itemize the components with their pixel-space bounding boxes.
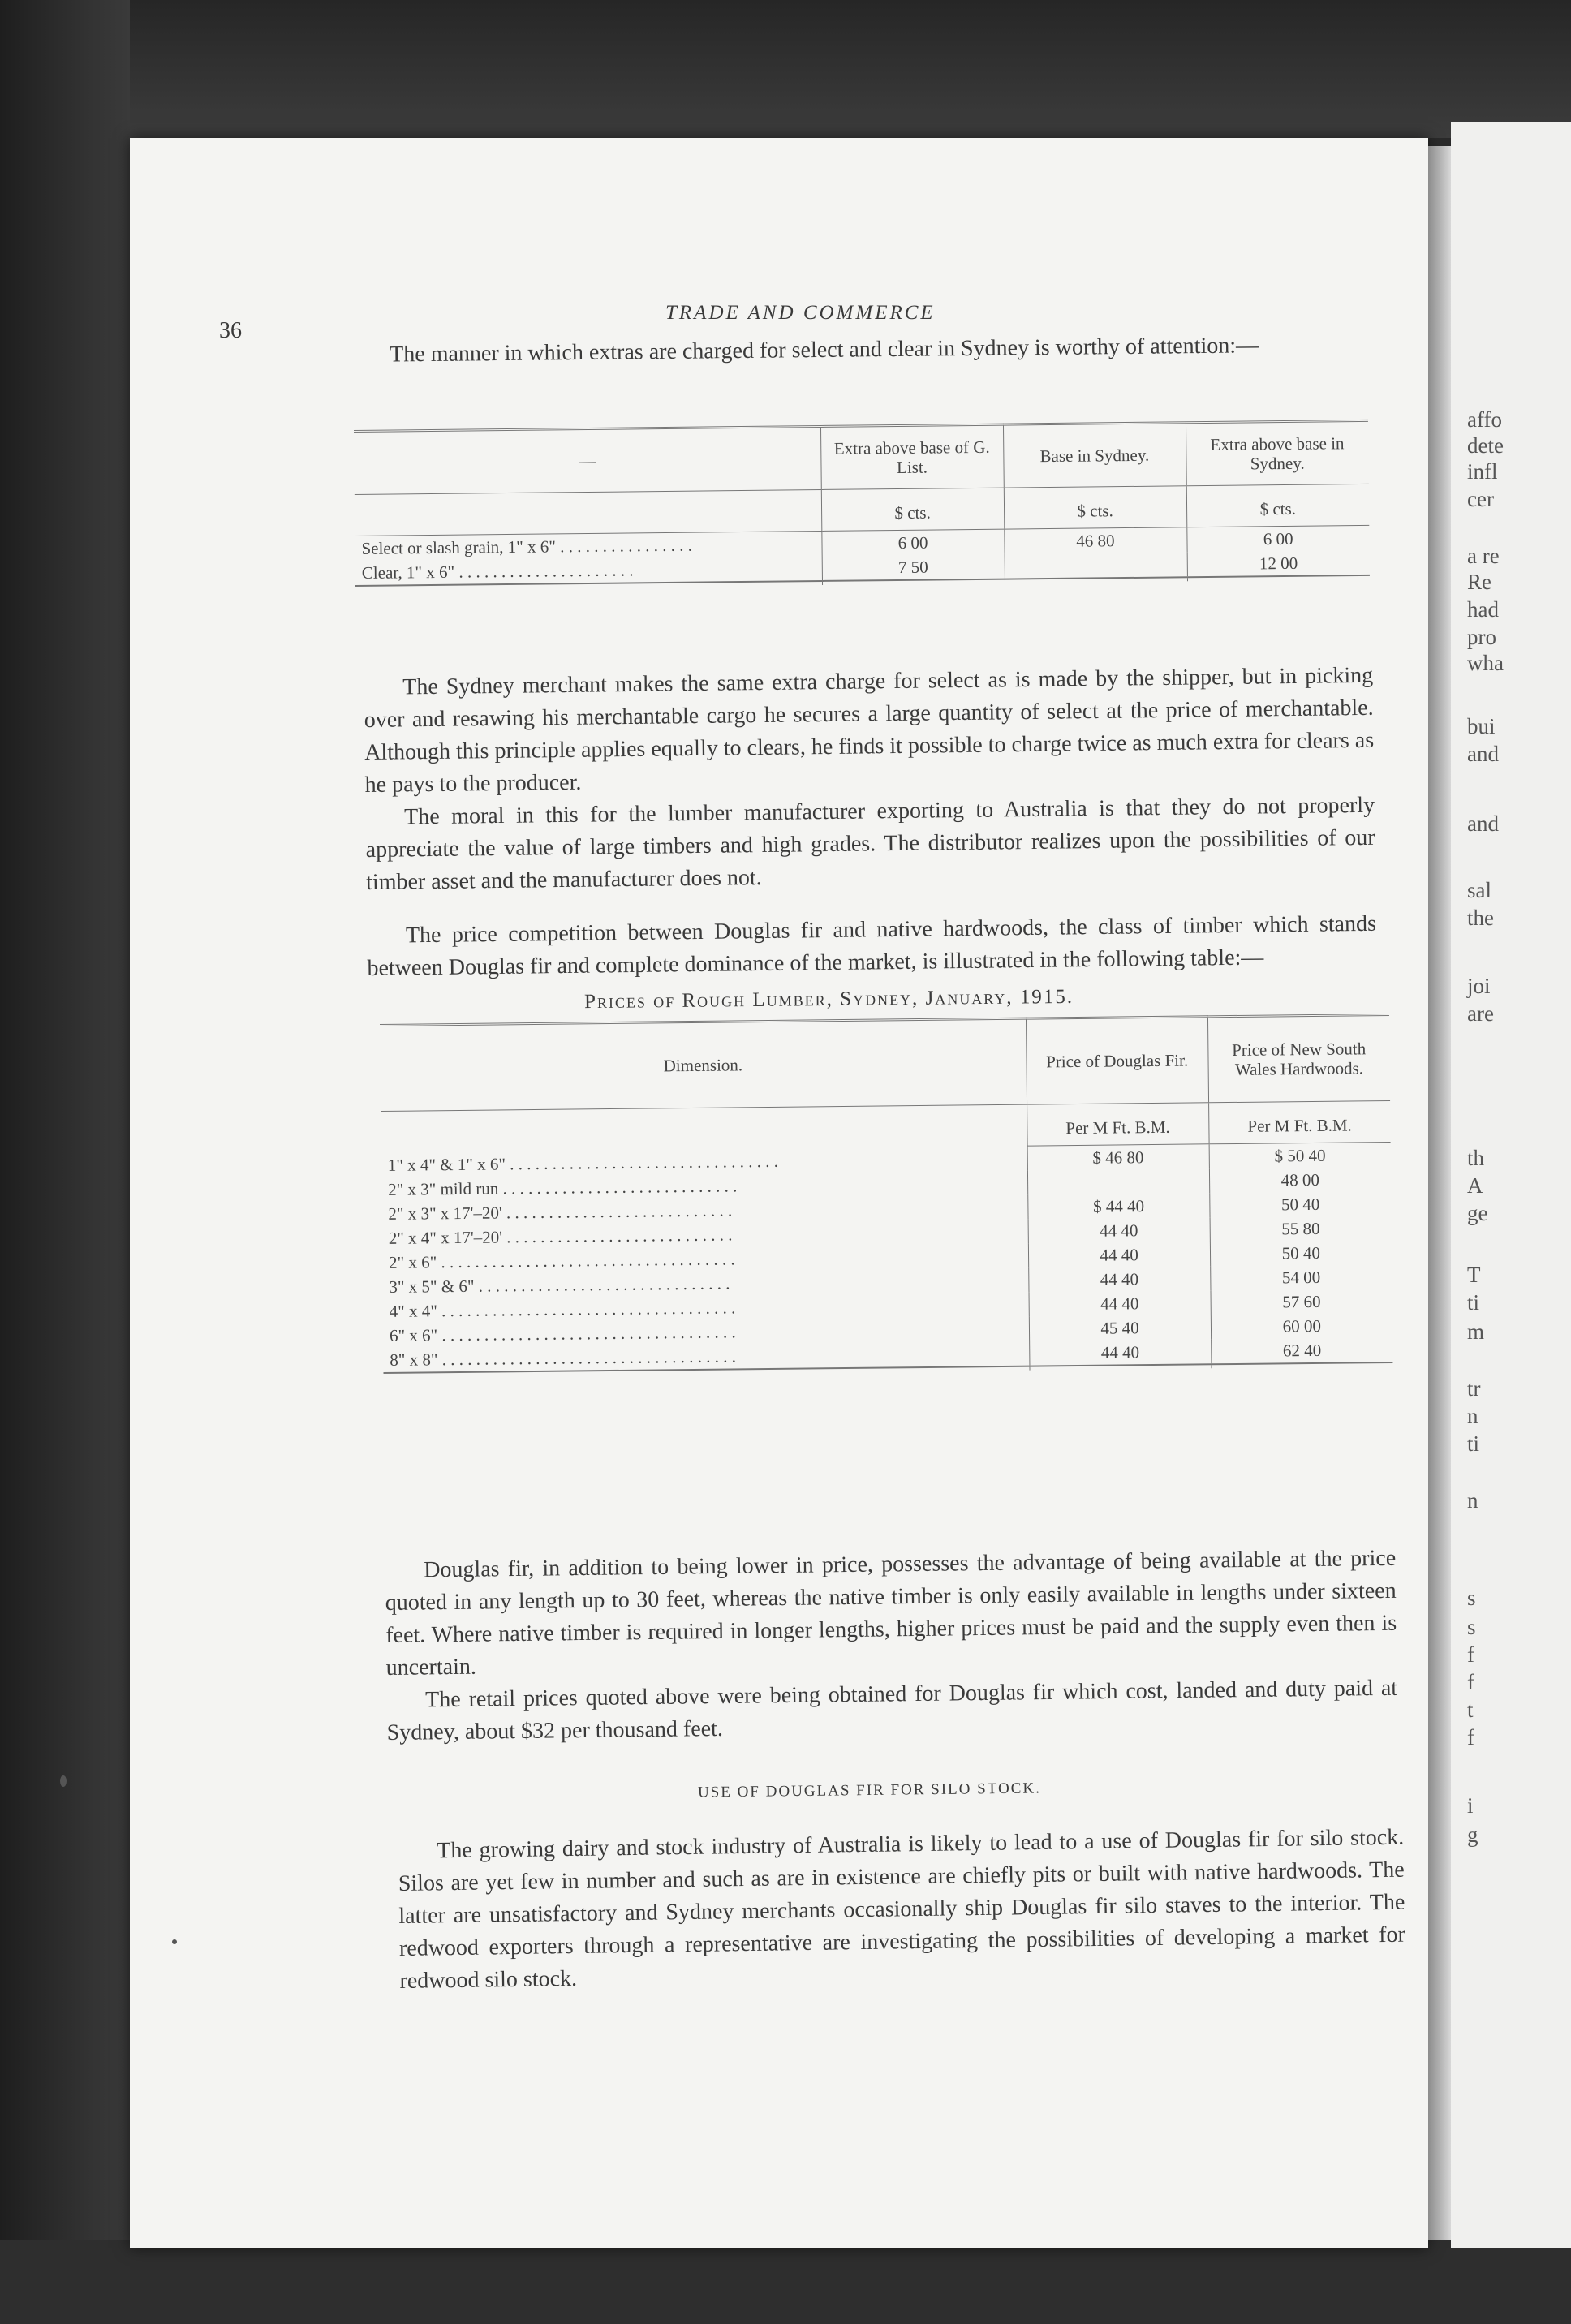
section-heading: USE OF DOUGLAS FIR FOR SILO STOCK. (697, 1780, 1042, 1801)
prices-header-dimension: Dimension. (380, 1018, 1027, 1111)
facing-fragment: dete (1467, 433, 1504, 458)
scan-background-left (0, 0, 130, 2324)
facing-fragment: ti (1467, 1431, 1480, 1456)
facing-fragment: s (1467, 1615, 1476, 1639)
scan-background-bottom (0, 2240, 1571, 2324)
fir-price-cell: 44 40 (1028, 1266, 1210, 1292)
hardwood-price-cell: 60 00 (1211, 1313, 1392, 1339)
facing-fragment: and (1467, 742, 1499, 766)
facing-fragment: joi (1467, 974, 1491, 998)
row-value: 46 80 (1004, 527, 1186, 554)
paragraph: The price competition between Douglas fir and native hardwoods, the class of timber which stands between Douglas fir and complete dominance of the market, is illustrated in the following table:— (367, 910, 1377, 981)
units-cell: $ cts. (1186, 484, 1370, 527)
paragraph: The Sydney merchant makes the same extra charge for select as is made by the shipper, but in picking over and resawing his merchantable cargo he secures a large quantity of select at the price of merchantable. Although this principle applies equally to clears, he finds it possible to charge twice as much extra for clears as he pays to the producer. (364, 662, 1375, 798)
row-value: 6 00 (1186, 525, 1369, 552)
prices-table-title: Prices of Rough Lumber, Sydney, January, 1915. (583, 985, 1074, 1014)
scan-speck (172, 1939, 177, 1944)
facing-fragment: i (1467, 1793, 1474, 1818)
dimension-cell: 8" x 8" . . . . . . . . . . . . . . . . . . . . . . . . . . . . . . . . . . . (390, 1346, 737, 1370)
dimension-cell: 3" x 5" & 6" . . . . . . . . . . . . . . . . . . . . . . . . . . . . . . (389, 1273, 730, 1297)
row-value (1005, 552, 1187, 579)
units-spacer (381, 1104, 1027, 1152)
row-label: Select or slash grain, 1" x 6" . . . . . . . . . . . . . . . . (361, 535, 692, 558)
page-number: 36 (219, 318, 242, 343)
facing-fragment: and (1467, 811, 1499, 836)
row-value: 12 00 (1187, 550, 1370, 577)
paragraph: The moral in this for the lumber manufacturer exporting to Australia is that they do not properly appreciate the value of large timbers and high grades. The distributor realizes upon the possibilities of our timber asset and the manufacturer does not. (365, 792, 1375, 895)
extras-header-sydney: Extra above base in Sydney. (1186, 420, 1369, 485)
facing-fragment: g (1467, 1823, 1478, 1847)
fir-price-cell (1027, 1168, 1209, 1194)
facing-fragment: th (1467, 1146, 1485, 1170)
hardwood-price-cell: 55 80 (1210, 1216, 1392, 1242)
running-head: TRADE AND COMMERCE (665, 302, 936, 324)
dimension-cell: 1" x 4" & 1" x 6" . . . . . . . . . . . . . . . . . . . . . . . . . . . . . . . . (387, 1151, 779, 1175)
dimension-cell: 2" x 6" . . . . . . . . . . . . . . . . . . . . . . . . . . . . . . . . . . . (388, 1249, 735, 1272)
facing-fragment: a re (1467, 544, 1500, 568)
hardwood-price-cell: 50 40 (1209, 1191, 1391, 1217)
row-value: 7 50 (822, 554, 1005, 581)
prices-header-fir: Price of Douglas Fir. (1026, 1017, 1208, 1104)
hardwood-price-cell: 50 40 (1210, 1240, 1392, 1266)
dimension-cell: 4" x 4" . . . . . . . . . . . . . . . . . . . . . . . . . . . . . . . . . . . (389, 1298, 736, 1321)
facing-fragment: had (1467, 597, 1499, 622)
fir-price-cell: 45 40 (1029, 1315, 1211, 1341)
dimension-cell: 2" x 3" mild run . . . . . . . . . . . . . . . . . . . . . . . . . . . . (388, 1176, 738, 1199)
facing-fragment: sal (1467, 878, 1491, 902)
silo-section (398, 1822, 1406, 1998)
facing-fragment: f (1467, 1670, 1474, 1694)
facing-fragment: ti (1467, 1290, 1480, 1315)
dimension-cell: 2" x 3" x 17'–20' . . . . . . . . . . . . . . . . . . . . . . . . . . . (388, 1200, 733, 1224)
extras-table (354, 420, 1370, 590)
units-cell: Per M Ft. B.M. (1208, 1100, 1390, 1143)
facing-fragment: ge (1467, 1201, 1488, 1225)
facing-fragment: affo (1467, 407, 1502, 432)
paragraph: The retail prices quoted above were being obtained for Douglas fir which cost, landed and duty paid at Sydney, about $32 per thousand feet. (386, 1675, 1398, 1745)
units-cell: $ cts. (1004, 486, 1187, 529)
facing-fragment: n (1467, 1404, 1478, 1428)
facing-fragment: infl (1467, 459, 1498, 484)
facing-fragment: Re (1467, 570, 1491, 594)
intro-text: The manner in which extras are charged for select and clear in Sydney is worthy of attention:— (390, 333, 1259, 368)
hardwood-price-cell: 54 00 (1210, 1264, 1392, 1290)
hardwood-price-cell: 57 60 (1211, 1289, 1392, 1315)
book-gutter (1428, 146, 1451, 2240)
fir-price-cell: $ 44 40 (1027, 1193, 1209, 1219)
facing-fragment: f (1467, 1725, 1474, 1749)
prices-table (380, 1014, 1392, 1377)
units-spacer (355, 489, 822, 536)
facing-fragment: tr (1467, 1376, 1481, 1401)
facing-fragment: bui (1467, 714, 1496, 738)
extras-header-base: Base in Sydney. (1003, 423, 1186, 488)
hardwood-price-cell: $ 50 40 (1209, 1142, 1391, 1168)
fir-price-cell: 44 40 (1029, 1339, 1211, 1366)
facing-fragment: s (1467, 1586, 1476, 1610)
scan-speck (60, 1775, 67, 1787)
facing-fragment: wha (1467, 651, 1504, 675)
facing-fragment: f (1467, 1642, 1474, 1667)
facing-page (1451, 122, 1571, 2248)
body-paragraphs-2 (385, 1543, 1398, 1749)
dimension-cell: 6" x 6" . . . . . . . . . . . . . . . . . . . . . . . . . . . . . . . . . . . (389, 1322, 736, 1345)
hardwood-price-cell: 48 00 (1209, 1167, 1391, 1193)
facing-fragment: cer (1467, 487, 1494, 511)
scan-background-top (0, 0, 1571, 138)
facing-fragment: T (1467, 1263, 1481, 1287)
paragraph: The growing dairy and stock industry of Australia is likely to lead to a use of Douglas fir for silo stock. Silos are yet few in number and such as are in existence are chiefly pits or built with native hardwoods. The latter are unsatisfactory and Sydney merchants occasionally ship Douglas fir silo staves to the interior. The redwood exporters through a representative are investigating the possibilities of developing a market for redwood silo stock. (398, 1824, 1406, 1994)
facing-fragment: A (1467, 1173, 1483, 1198)
units-cell: Per M Ft. B.M. (1027, 1103, 1208, 1146)
paragraph: Douglas fir, in addition to being lower in price, possesses the advantage of being available at the price quoted in any length up to 30 feet, whereas the native timber is only easily available in lengths under sixteen feet. Where native timber is required in longer lengths, higher prices must be paid and the supply even then is uncertain. (385, 1545, 1397, 1681)
fir-price-cell: 44 40 (1028, 1242, 1210, 1267)
fir-price-cell: 44 40 (1029, 1290, 1211, 1316)
facing-fragment: n (1467, 1488, 1478, 1513)
row-value: 6 00 (821, 529, 1004, 556)
facing-fragment: are (1467, 1001, 1494, 1026)
hardwood-price-cell: 62 40 (1211, 1337, 1392, 1364)
row-label: Clear, 1" x 6" . . . . . . . . . . . . . . . . . . . . . (361, 560, 634, 583)
facing-fragment: t (1467, 1698, 1474, 1722)
extras-header-blank: — (354, 426, 821, 494)
fir-price-cell: 44 40 (1028, 1217, 1210, 1243)
prices-header-hardwood: Price of New South Wales Hardwoods. (1207, 1014, 1390, 1102)
body-paragraphs-1 (364, 660, 1377, 985)
facing-fragment: m (1467, 1319, 1485, 1344)
units-cell: $ cts. (821, 488, 1005, 531)
dimension-cell: 2" x 4" x 17'–20' . . . . . . . . . . . . . . . . . . . . . . . . . . . (388, 1224, 733, 1248)
extras-header-g-list: Extra above base of G. List. (820, 424, 1004, 489)
fir-price-cell: $ 46 80 (1027, 1144, 1209, 1171)
facing-fragment: the (1467, 906, 1494, 930)
facing-fragment: pro (1467, 625, 1496, 649)
